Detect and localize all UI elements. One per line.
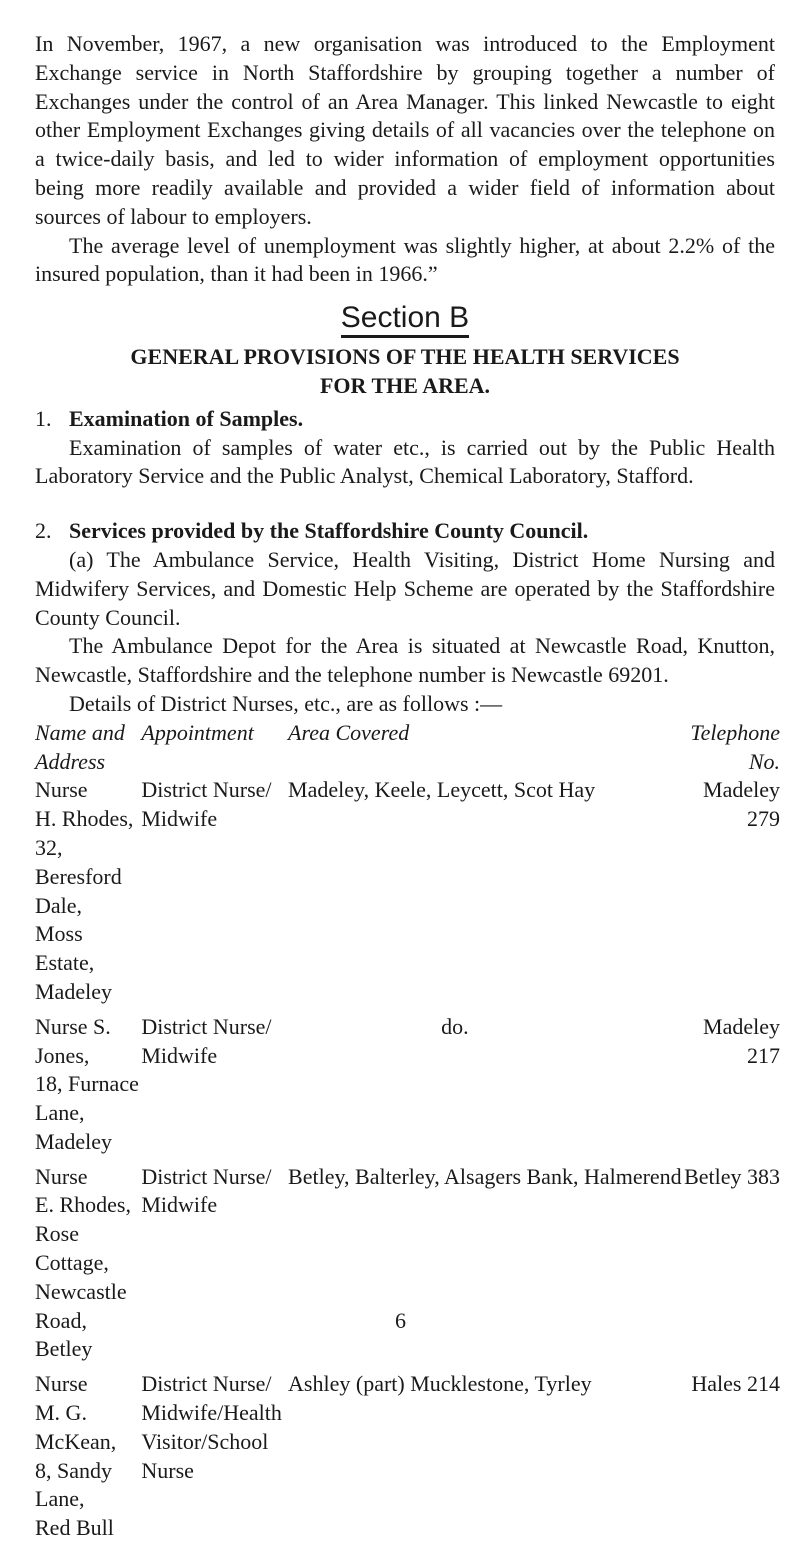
- cell-name-address: Nurse M. G. McKean, 8, Sandy Lane, Red Bull: [35, 1371, 117, 1541]
- header-name-address: [35, 719, 141, 777]
- section-title-text: Section B: [341, 301, 469, 338]
- header-area-covered: Area Covered: [288, 719, 410, 745]
- table-header-row: [35, 719, 780, 777]
- item-2-paragraph-c: Details of District Nurses, etc., are as follows :—: [69, 690, 503, 716]
- item-1-heading: [35, 405, 775, 434]
- table-row: [35, 1013, 780, 1163]
- item-1-title: Examination of Samples.: [69, 405, 304, 431]
- item-2-heading: [35, 517, 775, 546]
- cell-appointment: District Nurse/ Midwife/Health Visitor/School Nurse: [141, 1371, 282, 1483]
- item-2-number: 2.: [35, 518, 52, 544]
- cell-name-address: Nurse E. Rhodes, Rose Cottage, Newcastle Road, Betley: [35, 1163, 131, 1362]
- spacer: [35, 491, 775, 513]
- item-1-number: 1.: [35, 405, 52, 431]
- cell-area-covered: Betley, Balterley, Alsagers Bank, Halmerend: [288, 1163, 682, 1189]
- cell-appointment: District Nurse/ Midwife: [141, 1163, 272, 1218]
- section-title: [35, 301, 775, 335]
- item-1-text: Examination of samples of water etc., is carried out by the Public Health Laboratory Service and the Public Analyst, Chemical Laboratory, Stafford.: [35, 434, 775, 489]
- item-2-paragraph-b: The Ambulance Depot for the Area is situated at Newcastle Road, Knutton, Newcastle, Staffordshire and the telephone number is Newcastle 69201.: [35, 633, 775, 688]
- cell-name-address: Nurse H. Rhodes, 32, Beresford Dale, Moss Estate, Madeley: [35, 777, 134, 1004]
- cell-name-address: Nurse S. Jones, 18, Furnace Lane, Madeley: [35, 1013, 139, 1154]
- item-2-paragraph-a: [35, 546, 775, 632]
- item-2-title: Services provided by the Staffordshire County Council.: [69, 518, 589, 544]
- item-2-sub-label: (a): [69, 546, 94, 572]
- intro-paragraph-1: In November, 1967, a new organisation was introduced to the Employment Exchange service in North Staffordshire by grouping together a number of Exchanges under the control of an Area Manager. This linked Newcastle to eight other Employment Exchanges giving details of all vacancies over the telephone on a twice-daily basis, and led to wider information of employment opportunities being more readily available and provided a wider field of information about sources of labour to employers.: [35, 31, 775, 229]
- district-nurses-table: [35, 719, 780, 1549]
- intro-paragraph-2: The average level of unemployment was slightly higher, at about 2.2% of the insured population, than it had been in 1966.”: [35, 232, 775, 287]
- cell-area-covered: Ashley (part) Mucklestone, Tyrley: [288, 1371, 592, 1397]
- header-name-line-1: Name and: [35, 719, 125, 745]
- section-heading: [35, 343, 775, 401]
- cell-area-covered: Madeley, Keele, Leycett, Scot Hay: [288, 777, 596, 803]
- cell-appointment: District Nurse/ Midwife: [141, 777, 272, 832]
- header-name-line-2: Address: [35, 748, 106, 774]
- cell-telephone: Hales 214: [691, 1371, 780, 1397]
- table-row: [35, 776, 780, 1012]
- cell-telephone: Betley 383: [684, 1163, 780, 1189]
- cell-appointment: District Nurse/ Midwife: [141, 1013, 272, 1068]
- cell-telephone: Madeley 217: [703, 1013, 780, 1068]
- page-number: 6: [395, 1308, 406, 1333]
- header-appointment: Appointment: [141, 719, 254, 745]
- item-2-text-a: The Ambulance Service, Health Visiting, District Home Nursing and Midwifery Services, and Domestic Help Scheme are operated by the Staffordshire County Council.: [35, 546, 775, 630]
- cell-area-covered: do.: [441, 1013, 469, 1039]
- table-row: [35, 1370, 780, 1549]
- header-telephone: Telephone No.: [690, 719, 780, 774]
- section-heading-line-1: GENERAL PROVISIONS OF THE HEALTH SERVICES: [130, 344, 680, 370]
- section-heading-line-2: FOR THE AREA.: [319, 372, 491, 398]
- table-row: [35, 1163, 780, 1371]
- cell-telephone: Madeley 279: [703, 777, 780, 832]
